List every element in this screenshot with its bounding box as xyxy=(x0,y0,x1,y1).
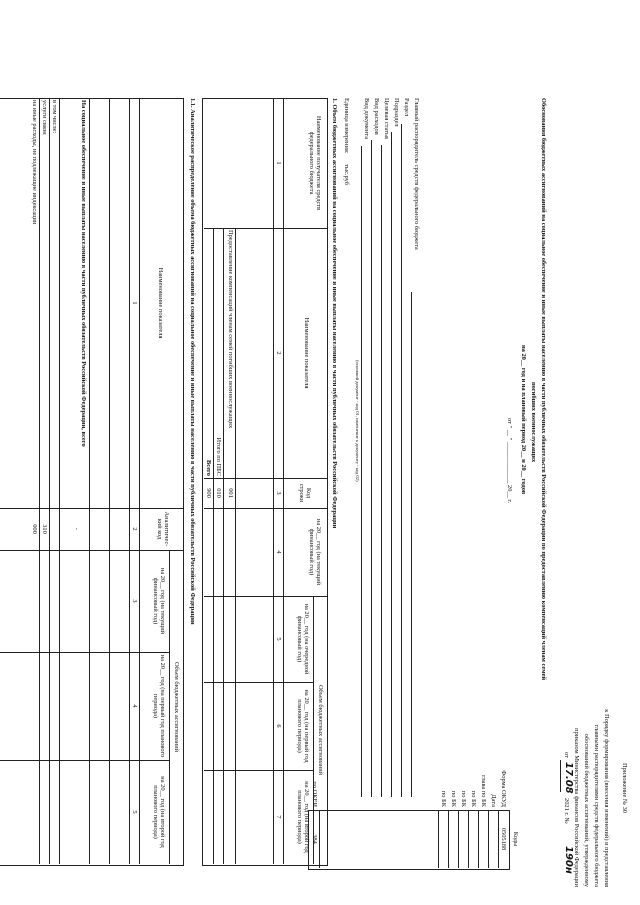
col-number: 6 xyxy=(275,724,282,728)
code-label: по БК xyxy=(440,790,447,807)
col-group: Объем бюджетных ассигнований xyxy=(173,661,180,753)
unit-value: тыс.руб xyxy=(343,164,350,185)
col-y2: на 20__ год (на первый год планового периода) xyxy=(151,654,166,758)
codes-header: Коды xyxy=(512,831,519,847)
appendix-handwritten-date: 17.08 xyxy=(563,762,574,794)
appendix-line: приказом Министерства финансов Российской Федерации xyxy=(573,728,580,887)
form-date-line: от " __ " _____________ 20__ г. xyxy=(506,418,513,503)
row-code: 000 xyxy=(31,524,38,534)
row-code: - xyxy=(73,527,80,531)
row-name: услуги связи xyxy=(41,100,48,135)
row-code: 900 xyxy=(205,488,212,498)
field-label-doc-type: Вид документа xyxy=(363,98,370,140)
col-number: 7 xyxy=(275,815,282,819)
section11-title: 1.1. Аналитическое распределение объема бюджетных ассигнований на социальное обеспечение и иные выплаты населению в части публичных обязательств Российской Федерации xyxy=(189,98,196,625)
col-number: 2 xyxy=(131,527,138,531)
unit-label: Единица измерения: xyxy=(343,98,350,154)
col-y1: на 20__ год (на текущий финансовый год) xyxy=(307,518,322,586)
row-name: Предоставление компенсаций членам семей погибших военнослужащих xyxy=(227,230,234,429)
code-label: по БК xyxy=(460,790,467,807)
row-name: Итого по ПБС xyxy=(215,437,222,476)
code-label: Форма ОКУД xyxy=(500,770,507,807)
col-number: 3 xyxy=(275,491,282,495)
appendix-order-number: 190н xyxy=(563,846,574,874)
col-y4: на 20__ год (на второй год планового периода) xyxy=(295,781,310,853)
col-y3: на 20__ год (на первый год планового периода) xyxy=(295,689,310,763)
appendix-date-year: 2021 г. № xyxy=(563,798,570,824)
form-title-period: на 20__ год и на плановый период 20__ и 20__ годов xyxy=(520,345,527,495)
col-code: Код строки xyxy=(297,483,312,503)
code-label: по БК xyxy=(450,790,457,807)
col-y2: на 20__ год (на очередной финансовый год) xyxy=(295,603,310,675)
col-recipient: Наименование получателя средств федерального бюджета xyxy=(307,115,322,211)
doc-type-note: (основной документ - код 01, изменение к документу - код 02) xyxy=(355,360,360,482)
form-title-line2: погибших военнослужащих xyxy=(530,382,537,463)
code-label: Дата xyxy=(490,794,497,807)
code-label: по ОКЕИ xyxy=(311,781,318,807)
field-label-section: Раздел xyxy=(403,98,410,117)
col-analytic-code: Аналитичес-кий код xyxy=(155,511,170,547)
section1-title: 1. Объем бюджетных ассигнований на социальное обеспечение и иные выплаты населению в части публичных обязательств Российской Федерации xyxy=(331,98,338,529)
appendix-line: главными распорядителями средств федерального бюджета xyxy=(593,724,600,887)
appendix-date-prefix: от xyxy=(563,752,570,758)
row-name: на иные расходы, не подлежащие индексации xyxy=(31,100,38,225)
col-group: Объем бюджетных ассигнований xyxy=(317,684,324,776)
col-number: 3 xyxy=(131,599,138,603)
field-line[interactable] xyxy=(391,132,392,797)
field-line[interactable] xyxy=(411,292,412,797)
col-number: 5 xyxy=(275,637,282,641)
field-line[interactable] xyxy=(401,124,402,797)
field-label-subsection: Подраздел xyxy=(393,98,400,127)
code-label: по БК xyxy=(470,790,477,807)
appendix-line: к Порядку формирования (внесения изменений) и представления xyxy=(603,709,610,887)
col-number: 1 xyxy=(131,301,138,305)
code-okud: 0505188 xyxy=(500,827,507,851)
field-label-chief-manager: Главный распорядитель средств федерального бюджета xyxy=(413,98,420,250)
row-name: На социальное обеспечение и иные выплаты населению в части публичных обязательств Российской Федерации, всего xyxy=(80,100,87,447)
form-title: Обоснования бюджетных ассигнований на социальное обеспечение и иные выплаты населению в части публичных обязательств Российской Федерации по предоставлению компенсаций членам семей xyxy=(540,98,547,681)
codes-table xyxy=(308,810,510,870)
row-name: в том числе: xyxy=(51,100,58,134)
field-line[interactable] xyxy=(361,146,362,797)
col-number: 5 xyxy=(131,810,138,814)
row-code: 010 xyxy=(215,488,222,498)
col-number: 4 xyxy=(131,704,138,708)
row-name: Всего xyxy=(205,460,212,476)
row-code: 310 xyxy=(41,524,48,534)
col-name: Наименование показателя xyxy=(303,317,310,389)
code-label: глава по БК xyxy=(480,775,487,807)
col-number: 1 xyxy=(275,161,282,165)
appendix-number: Приложение № 30 xyxy=(621,763,628,813)
field-label-expense-type: Вид расходов xyxy=(373,98,380,135)
row-code: 001 xyxy=(227,488,234,498)
col-number: 4 xyxy=(275,550,282,554)
field-line[interactable] xyxy=(371,140,372,797)
col-name: Наименование показателя xyxy=(157,267,164,339)
field-line[interactable] xyxy=(381,145,382,797)
col-y3: на 20__ год (на второй год планового периода) xyxy=(151,776,166,848)
col-number: 2 xyxy=(275,351,282,355)
field-label-target-item: Целевая статья xyxy=(383,98,390,139)
col-y1: на 20__ год (на текущий финансовый год) xyxy=(151,567,166,635)
appendix-line: обоснований бюджетных ассигнований, утвержденному xyxy=(583,733,590,887)
code-okei: 384 xyxy=(311,834,318,844)
